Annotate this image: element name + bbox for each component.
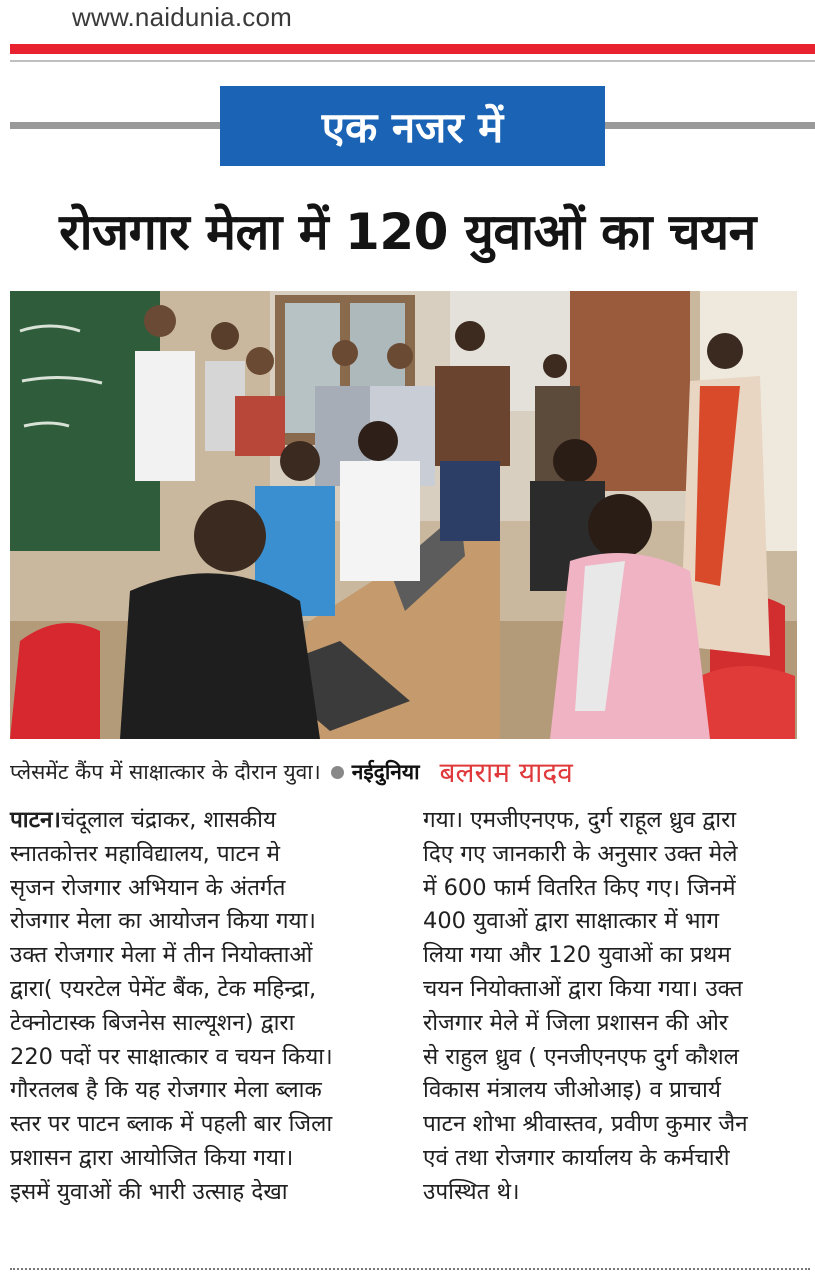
body-text-left: चंदूलाल चंद्राकर, शासकीय स्नातकोत्तर महाविद्यालय, पाटन मे सृजन रोजगार अभियान के अंतर्गत रोजगार मेला का आयोजन किया गया। उक्त रोजगार मेला में तीन नियोक्ताओं द्वारा( एयरटेल पेमेंट बैंक, टेक महिन्द्रा, टेक्नोटास्क बिजनेस साल्यूशन) द्वारा 220 पदों पर साक्षात्कार व चयन किया। गौरतलब है कि यह रोजगार मेला ब्लाक स्तर पर पाटन ब्लाक में पहली बार जिला प्रशासन द्वारा आयोजित किया गया। इसमें युवाओं की भारी उत्साह देखा bbox=[10, 807, 333, 1205]
site-url[interactable]: www.naidunia.com bbox=[72, 2, 292, 32]
photo-illustration bbox=[10, 291, 797, 739]
section-divider-right bbox=[604, 122, 815, 129]
masthead-red-bar bbox=[10, 44, 815, 54]
caption-source: नईदुनिया bbox=[351, 760, 420, 784]
dateline: पाटन। bbox=[10, 807, 61, 833]
article-column-right bbox=[423, 804, 808, 1210]
caption-text: प्लेसमेंट कैंप में साक्षात्कार के दौरान युवा। bbox=[10, 760, 321, 784]
bullet-dot-icon bbox=[331, 766, 344, 779]
photographer-credit: बलराम यादव bbox=[439, 756, 573, 789]
section-divider-left bbox=[10, 122, 222, 129]
bottom-dotted-rule bbox=[10, 1268, 810, 1270]
article-column-left bbox=[10, 804, 395, 1210]
section-label: एक नजर में bbox=[220, 86, 605, 166]
photo-caption bbox=[10, 752, 810, 792]
article-headline: रोजगार मेला में 120 युवाओं का चयन bbox=[59, 203, 756, 261]
body-text-right: गया। एमजीएनएफ, दुर्ग राहूल ध्रुव द्वारा दिए गए जानकारी के अनुसार उक्त मेले में 600 फार्म वितरित किए गए। जिनमें 400 युवाओं द्वारा साक्षात्कार में भाग लिया गया और 120 युवाओं का प्रथम चयन नियोक्ताओं द्वारा किया गया। उक्त रोजगार मेले में जिला प्रशासन की ओर से राहुल ध्रुव ( एनजीएनएफ दुर्ग कौशल विकास मंत्रालय जीओआइ) व प्राचार्य पाटन शोभा श्रीवास्तव, प्रवीण कुमार जैन एवं तथा रोजगार कार्यालय के कर्मचारी उपस्थित थे। bbox=[423, 807, 748, 1205]
article-photo bbox=[10, 291, 797, 739]
masthead-rule bbox=[10, 60, 815, 62]
